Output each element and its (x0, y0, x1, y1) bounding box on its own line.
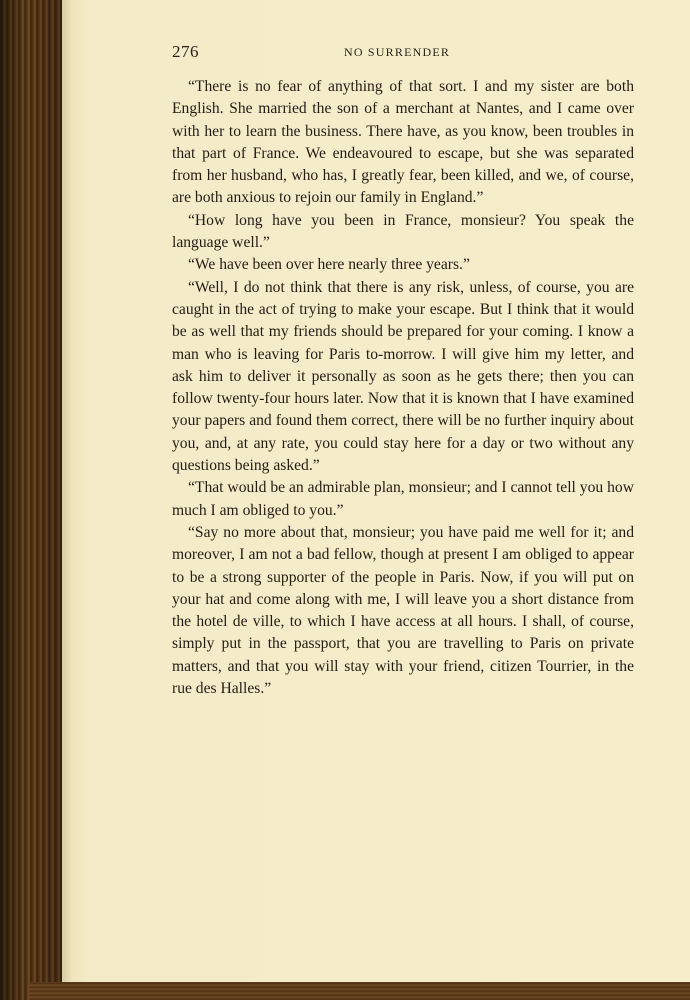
paragraph: “We have been over here nearly three years.” (188, 256, 470, 274)
page-number: 276 (172, 42, 199, 61)
page-body (172, 76, 634, 700)
running-title: NO SURRENDER (344, 45, 451, 59)
spine-shadow (0, 0, 64, 1000)
book-bottom-edge (30, 982, 690, 1000)
page-header (172, 40, 634, 64)
paragraph: “Say no more about that, monsieur; you have paid me well for it; and moreover, I am not a bad fellow, though at present I am obliged to appear to be a strong supporter of the people in Paris. Now, if you will put on your hat and come along with me, I will leave you a short distance from the hotel de ville, to which I have access at all hours. I shall, of course, simply put in the passport, that you are travelling to Paris on private matters, and that you will stay with your friend, citizen Tourrier, in the rue des Halles.” (172, 523, 634, 698)
paragraph: “Well, I do not think that there is any risk, unless, of course, you are caught in the act of trying to make your escape. But I think that it would be as well that my friends should be prepared for your coming. I know a man who is leaving for Paris to-morrow. I will give him my letter, and ask him to deliver it personally as soon as he gets there; then you can follow twenty-four hours later. Now that it is known that I have examined your papers and found them correct, there will be no further inquiry about you, and, at any rate, you could stay here for a day or two without any questions being asked.” (172, 278, 634, 475)
paragraph: “How long have you been in France, monsieur? You speak the language well.” (172, 211, 634, 252)
paragraph: “That would be an admirable plan, monsieur; and I cannot tell you how much I am obliged to you.” (172, 479, 634, 519)
paragraph: “There is no fear of anything of that sort. I and my sister are both English. She married the son of a merchant at Nantes, and I came over with her to learn the business. There have, as you know, been troubles in that part of France. We endeavoured to escape, but she was separated from her husband, who has, I greatly fear, been killed, and we, of course, are both anxious to rejoin our family in England.” (172, 78, 634, 207)
